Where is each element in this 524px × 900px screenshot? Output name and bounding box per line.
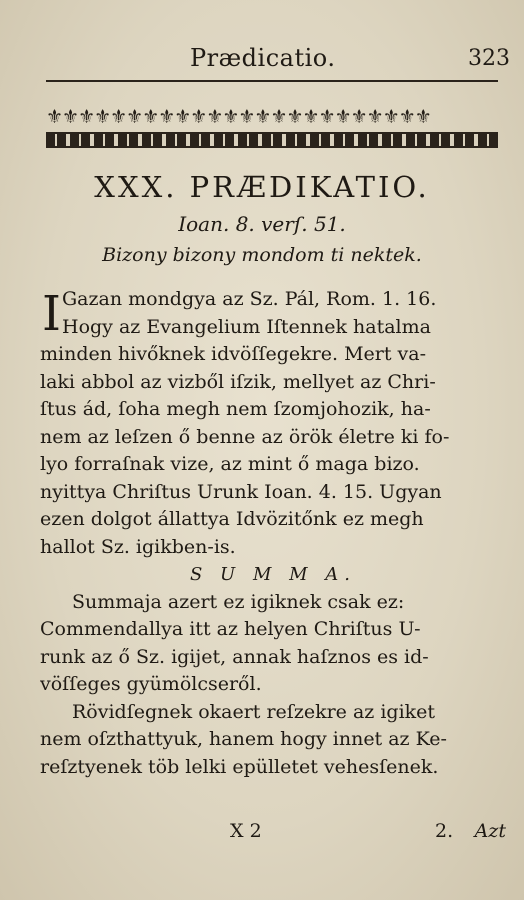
text-line: nem az leſzen ő benne az örök életre ki fo- bbox=[40, 425, 450, 448]
page-number: 323 bbox=[468, 46, 510, 71]
text-line: hallot Sz. igikben-is. bbox=[40, 535, 236, 558]
signature-number: 2. bbox=[435, 820, 454, 842]
text-line: vöſſeges gyümölcseről. bbox=[40, 673, 262, 695]
catchword: Azt bbox=[474, 820, 506, 842]
body-text bbox=[40, 286, 506, 781]
paragraph-1 bbox=[40, 286, 506, 561]
summa-heading: S U M M A. bbox=[190, 564, 356, 585]
text-line: Commendallya itt az helyen Chriſtus U- bbox=[40, 618, 421, 640]
text-line: Summaja azert ez igiknek csak ez: bbox=[72, 590, 405, 613]
fleuron-row: ⚜⚜⚜⚜⚜⚜⚜⚜⚜⚜⚜⚜⚜⚜⚜⚜⚜⚜⚜⚜⚜⚜⚜⚜ bbox=[46, 106, 431, 128]
signature-mark: X 2 bbox=[230, 820, 262, 842]
text-line: lyo forraſnak vize, az mint ő maga bizo. bbox=[40, 453, 420, 475]
ornamental-band bbox=[46, 106, 498, 148]
text-line: Rövidſegnek okaert reſzekre az igiket bbox=[72, 700, 436, 723]
text-line: nem oſzthattyuk, hanem hogy innet az Ke- bbox=[40, 728, 447, 750]
running-head bbox=[40, 40, 510, 76]
text-line: ſtus ád, ſoha megh nem ſzomjohozik, ha- bbox=[40, 398, 431, 420]
drop-capital: I bbox=[42, 286, 61, 342]
text-line: nyittya Chriſtus Urunk Ioan. 4. 15. Ugyan bbox=[40, 480, 442, 503]
running-title: Prædicatio. bbox=[190, 44, 336, 72]
text-line: reſztyenek töb lelki epülletet vehesſenek. bbox=[40, 755, 439, 778]
text-line: minden hivőknek idvöſſegekre. Mert va- bbox=[40, 343, 427, 365]
text-line: Hogy az Evangelium Iſtennek hatalma bbox=[62, 315, 431, 338]
paragraph-2 bbox=[40, 589, 506, 699]
signature-line bbox=[40, 820, 506, 848]
ornament-border bbox=[46, 132, 498, 148]
scripture-motto: Bizony bizony mondom ti nektek. bbox=[102, 244, 422, 266]
text-line: Gazan mondgya az Sz. Pál, Rom. 1. 16. bbox=[62, 288, 437, 310]
scripture-reference: Ioan. 8. verſ. 51. bbox=[178, 212, 346, 236]
sermon-heading: XXX. PRÆDIKATIO. bbox=[94, 170, 430, 204]
paragraph-3 bbox=[40, 699, 506, 782]
text-line: laki abbol az vizből iſzik, mellyet az Chri- bbox=[40, 370, 436, 393]
text-line: runk az ő Sz. igijet, annak haſznos es id- bbox=[40, 645, 429, 668]
header-rule bbox=[46, 80, 498, 82]
text-line: ezen dolgot állattya Idvözitőnk ez megh bbox=[40, 508, 424, 530]
